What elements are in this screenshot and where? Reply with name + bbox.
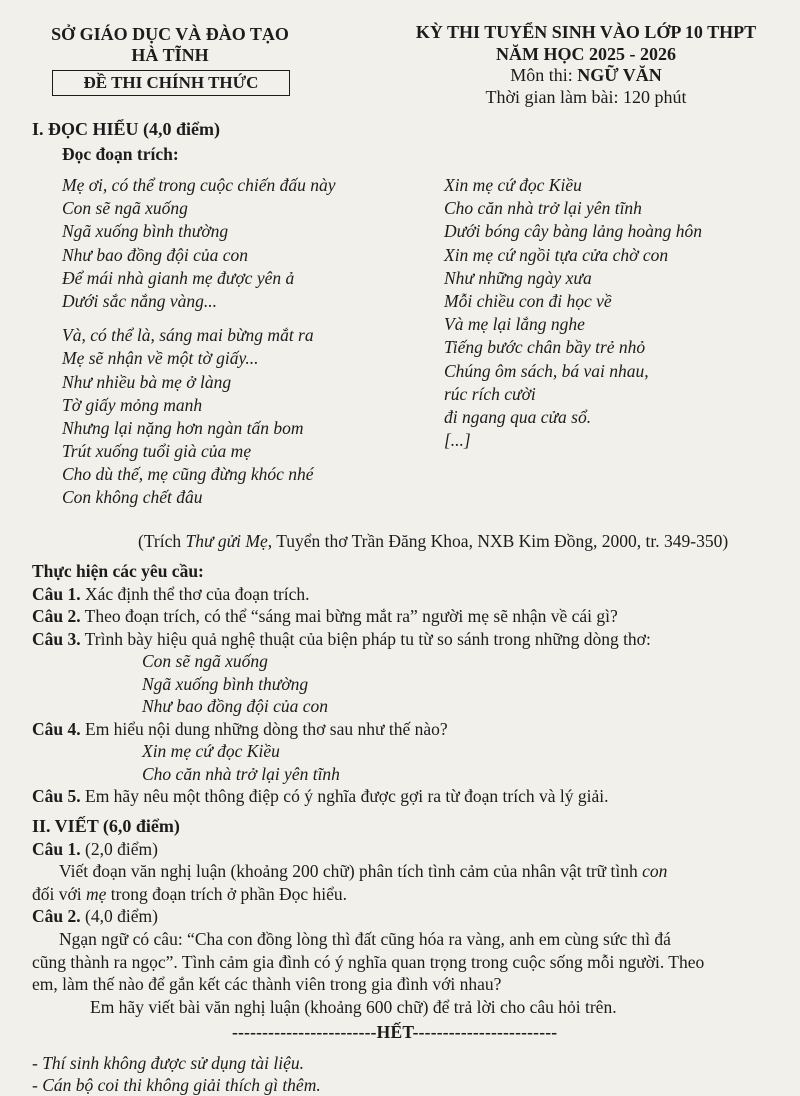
- writing-question-2: [32, 905, 704, 928]
- end-marker: ------------------------HẾT------------------------: [232, 1022, 558, 1042]
- quoted-line: Ngã xuống bình thường: [142, 673, 309, 694]
- school-year: NĂM HỌC 2025 - 2026: [496, 43, 676, 64]
- poem-line: Nhưng lại nặng hơn ngàn tấn bom: [62, 417, 304, 438]
- poem-line: Mẹ ơi, có thể trong cuộc chiến đấu này: [62, 175, 336, 195]
- poem-right-column: [444, 174, 702, 452]
- poem-line: Tiếng bước chân bầy trẻ nhỏ: [444, 337, 646, 358]
- poem-left-column: [62, 174, 336, 510]
- quoted-line: Cho căn nhà trở lại yên tĩnh: [142, 763, 340, 784]
- source-citation: [138, 530, 728, 553]
- quoted-line: Con sẽ ngã xuống: [142, 651, 268, 671]
- question-2: [32, 605, 651, 628]
- poem-line: Chúng ôm sách, bá vai nhau,: [444, 360, 649, 381]
- question-label: Câu 2.: [32, 606, 81, 626]
- writing-question-1: [32, 838, 704, 861]
- poem-line: rúc rích cười: [444, 383, 536, 404]
- poem-line: Mỗi chiều con đi học về: [444, 290, 612, 311]
- note-line: - Cán bộ coi thi không giải thích gì thêm.: [32, 1075, 321, 1095]
- poem-line: Mẹ sẽ nhận về một tờ giấy...: [62, 348, 259, 369]
- tasks-heading: Thực hiện các yêu cầu:: [32, 561, 204, 581]
- source-rest: , Tuyển thơ Trần Đăng Khoa, NXB Kim Đồng, 2000, tr. 349-350): [267, 531, 729, 551]
- source-prefix: (Trích: [138, 531, 186, 551]
- reading-intro: Đọc đoạn trích:: [62, 144, 179, 164]
- poem-line: Như bao đồng đội của con: [62, 244, 248, 265]
- question-1: [32, 583, 651, 606]
- question-label: Câu 2.: [32, 906, 81, 927]
- subject-line: [386, 65, 786, 87]
- question-label: Câu 4.: [32, 718, 81, 739]
- exam-title: KỲ THI TUYỂN SINH VÀO LỚP 10 THPT: [415, 22, 757, 42]
- stanza-gap: [62, 313, 336, 324]
- question-label: Câu 1.: [32, 838, 81, 859]
- text-run: Viết đoạn văn nghị luận (khoảng 200 chữ) phân tích tình cảm của nhân vật trữ tình: [59, 861, 643, 882]
- writing-q1-line1: [32, 860, 704, 883]
- subject-prefix: Môn thi:: [510, 65, 578, 85]
- poem-line: Tờ giấy mỏng manh: [62, 394, 203, 415]
- poem-line: Để mái nhà gianh mẹ được yên ả: [62, 267, 295, 288]
- poem-line: Ngã xuống bình thường: [62, 221, 229, 242]
- writing-q1-line2: [32, 883, 704, 906]
- question-text: Theo đoạn trích, có thể “sáng mai bừng mắt ra” người mẹ sẽ nhận về cái gì?: [80, 606, 618, 626]
- note-line: - Thí sinh không được sử dụng tài liệu.: [32, 1053, 304, 1073]
- writing-q2-line1: Ngạn ngữ có câu: “Cha con đồng lòng thì đất cũng hóa ra vàng, anh em cùng sức thì đá: [59, 928, 671, 949]
- question-text: Em hiểu nội dung những dòng thơ sau như thế nào?: [80, 718, 448, 739]
- header-left: [30, 24, 310, 66]
- part1-heading: I. ĐỌC HIỂU (4,0 điểm): [32, 119, 220, 139]
- question-label: Câu 5.: [32, 786, 81, 806]
- poem-line: Và mẹ lại lắng nghe: [444, 314, 585, 335]
- poem-line: Và, có thể là, sáng mai bừng mắt ra: [62, 325, 314, 346]
- part2-heading: II. VIẾT (6,0 điểm): [32, 816, 180, 836]
- question-label: Câu 3.: [32, 628, 81, 649]
- writing-q2-line2: cũng thành ra ngọc”. Tình cảm gia đình có ý nghĩa quan trọng trong cuộc sống mỗi người. Theo: [32, 951, 705, 972]
- time-allowed: Thời gian làm bài: 120 phút: [485, 86, 687, 107]
- reading-tasks: [32, 560, 651, 808]
- province-name: HÀ TĨNH: [131, 45, 209, 65]
- poem-line: Như nhiều bà mẹ ở làng: [62, 371, 232, 392]
- quoted-line: Xin mẹ cứ đọc Kiều: [142, 741, 280, 761]
- question-points: (2,0 điểm): [80, 838, 158, 859]
- poem-line: Trút xuống tuổi già của mẹ: [62, 441, 252, 462]
- question-text: Xác định thể thơ của đoạn trích.: [80, 583, 310, 604]
- poem-line: Xin mẹ cứ đọc Kiều: [444, 175, 582, 195]
- question-5: [32, 785, 651, 808]
- writing-q2-line4: Em hãy viết bài văn nghị luận (khoảng 600 chữ) để trả lời cho câu hỏi trên.: [90, 996, 617, 1017]
- header-right: [386, 22, 786, 108]
- question-text: Em hãy nêu một thông điệp có ý nghĩa được gợi ra từ đoạn trích và lý giải.: [80, 786, 609, 806]
- source-title: Thư gửi Mẹ: [185, 531, 268, 551]
- poem-line: Cho căn nhà trở lại yên tĩnh: [444, 198, 642, 219]
- subject-name: NGỮ VĂN: [577, 65, 662, 85]
- poem-line: Xin mẹ cứ ngồi tựa cửa chờ con: [444, 244, 669, 265]
- quoted-line: Như bao đồng đội của con: [142, 696, 328, 716]
- poem-line: Con không chết đâu: [62, 487, 203, 508]
- writing-section: [32, 815, 704, 1018]
- text-run: mẹ: [85, 883, 107, 904]
- question-3: [32, 628, 651, 651]
- department-name: SỞ GIÁO DỤC VÀ ĐÀO TẠO: [51, 24, 289, 44]
- text-run: đối với: [32, 883, 86, 904]
- question-points: (4,0 điểm): [80, 906, 158, 927]
- poem-line: [...]: [444, 430, 471, 451]
- question-label: Câu 1.: [32, 583, 81, 604]
- writing-q2-line3: em, làm thế nào để gắn kết các thành viên trong gia đình với nhau?: [32, 974, 502, 995]
- text-run: trong đoạn trích ở phần Đọc hiểu.: [106, 883, 347, 904]
- official-exam-label: ĐỀ THI CHÍNH THỨC: [52, 70, 290, 96]
- question-text: Trình bày hiệu quả nghệ thuật của biện pháp tu từ so sánh trong những dòng thơ:: [80, 628, 651, 649]
- poem-line: Dưới bóng cây bàng lảng hoàng hôn: [444, 221, 703, 242]
- footer-notes: [32, 1052, 321, 1096]
- question-4: [32, 718, 651, 741]
- poem-line: đi ngang qua cửa sổ.: [444, 406, 592, 427]
- poem-line: Dưới sắc nắng vàng...: [62, 290, 217, 311]
- poem-line: Cho dù thế, mẹ cũng đừng khóc nhé: [62, 464, 314, 485]
- text-run: con: [642, 861, 668, 882]
- poem-line: Như những ngày xưa: [444, 267, 592, 288]
- poem-line: Con sẽ ngã xuống: [62, 198, 188, 219]
